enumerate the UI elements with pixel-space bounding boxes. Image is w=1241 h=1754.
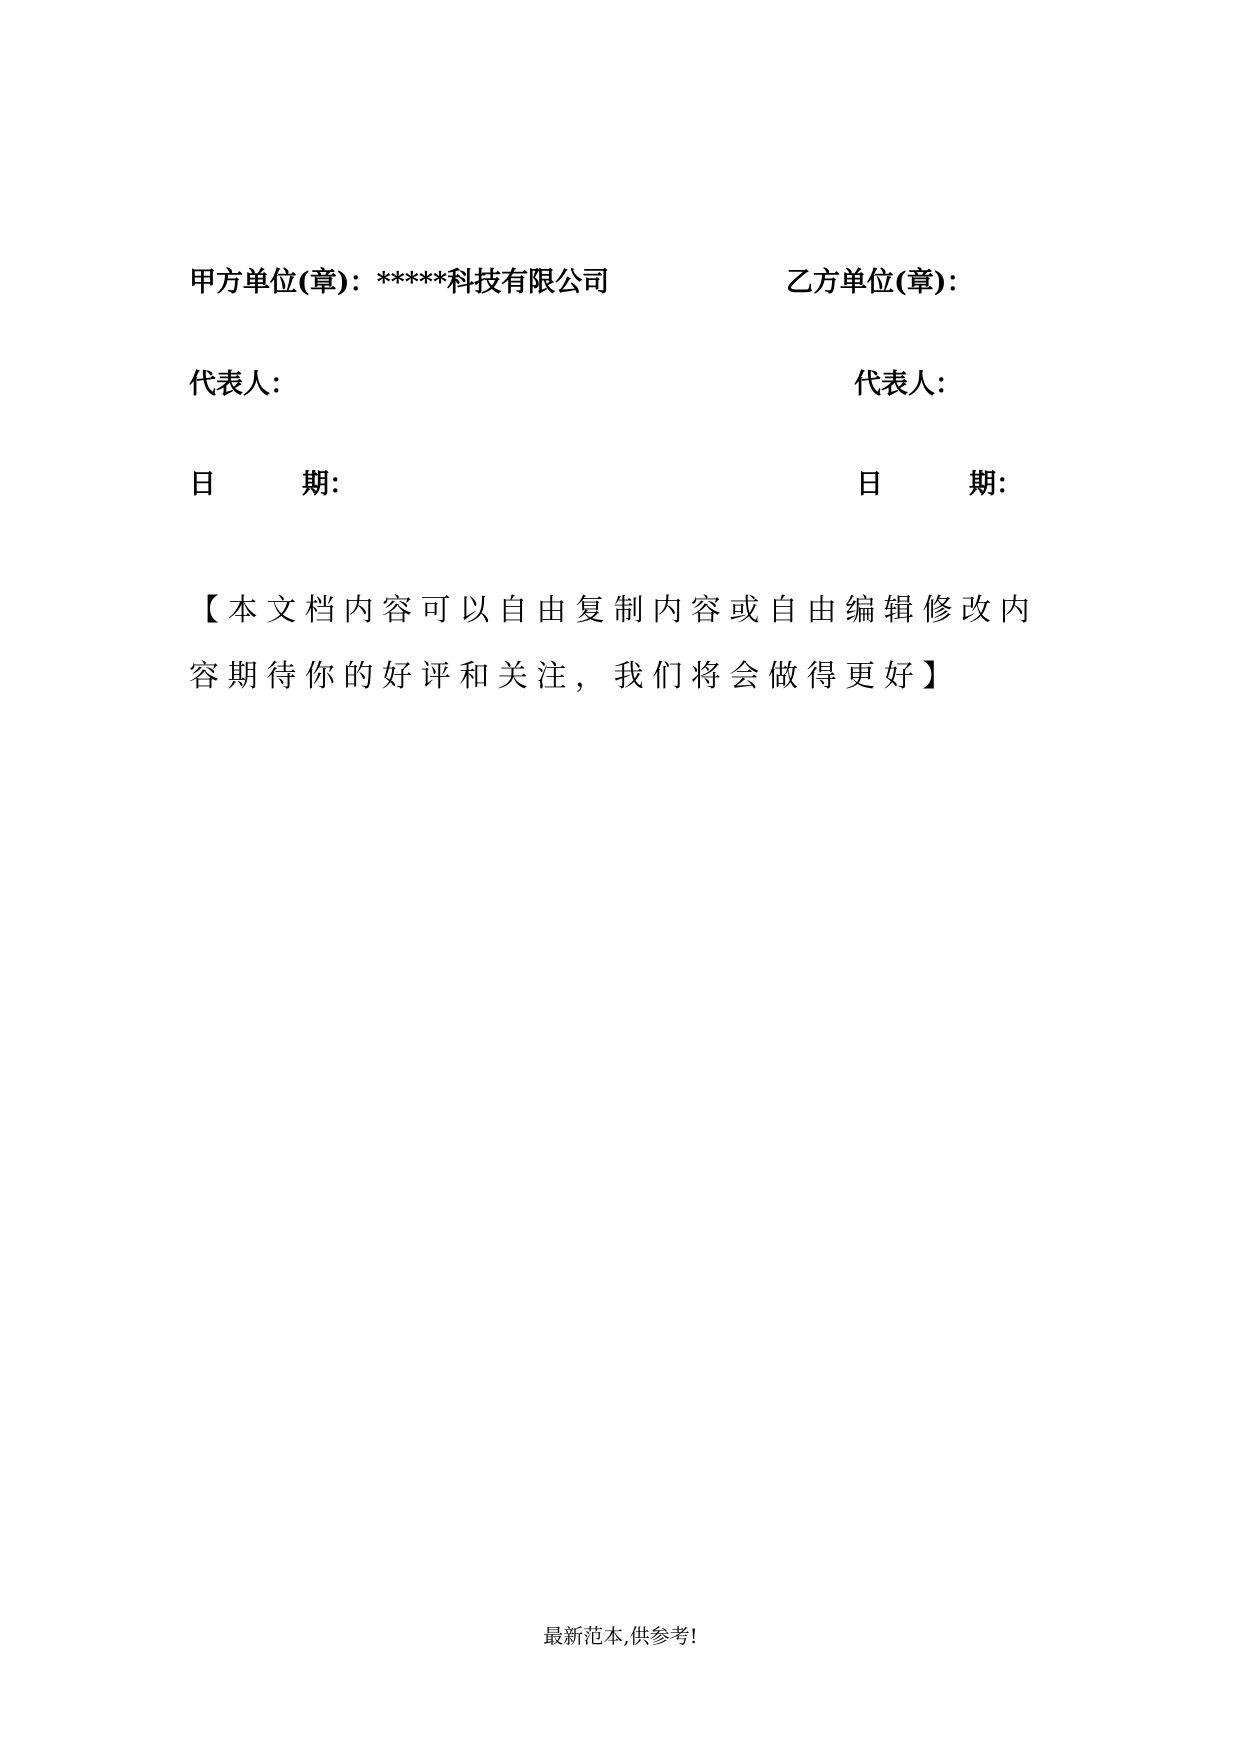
- party-a-representative-label: 代表人：: [189, 369, 297, 400]
- party-b-unit-label: 乙方单位(章)：: [786, 267, 974, 298]
- party-b-representative-label: 代表人：: [854, 369, 962, 400]
- party-b-date-char-1: 日: [856, 469, 883, 500]
- party-b-date-char-2: 期：: [969, 469, 1023, 500]
- party-a-date-char-2: 期：: [302, 469, 356, 500]
- party-a-unit-label: 甲方单位(章)：: [189, 267, 377, 298]
- party-a-unit-value: *****科技有限公司: [376, 267, 610, 298]
- party-a-date-char-1: 日: [189, 469, 216, 500]
- party-a-unit-line: [189, 265, 609, 301]
- notice-paragraph: 【本文档内容可以自由复制内容或自由编辑修改内容期待你的好评和关注，我们将会做得更好】: [189, 593, 1039, 694]
- page-footer: 最新范本,供参考!: [543, 1624, 698, 1648]
